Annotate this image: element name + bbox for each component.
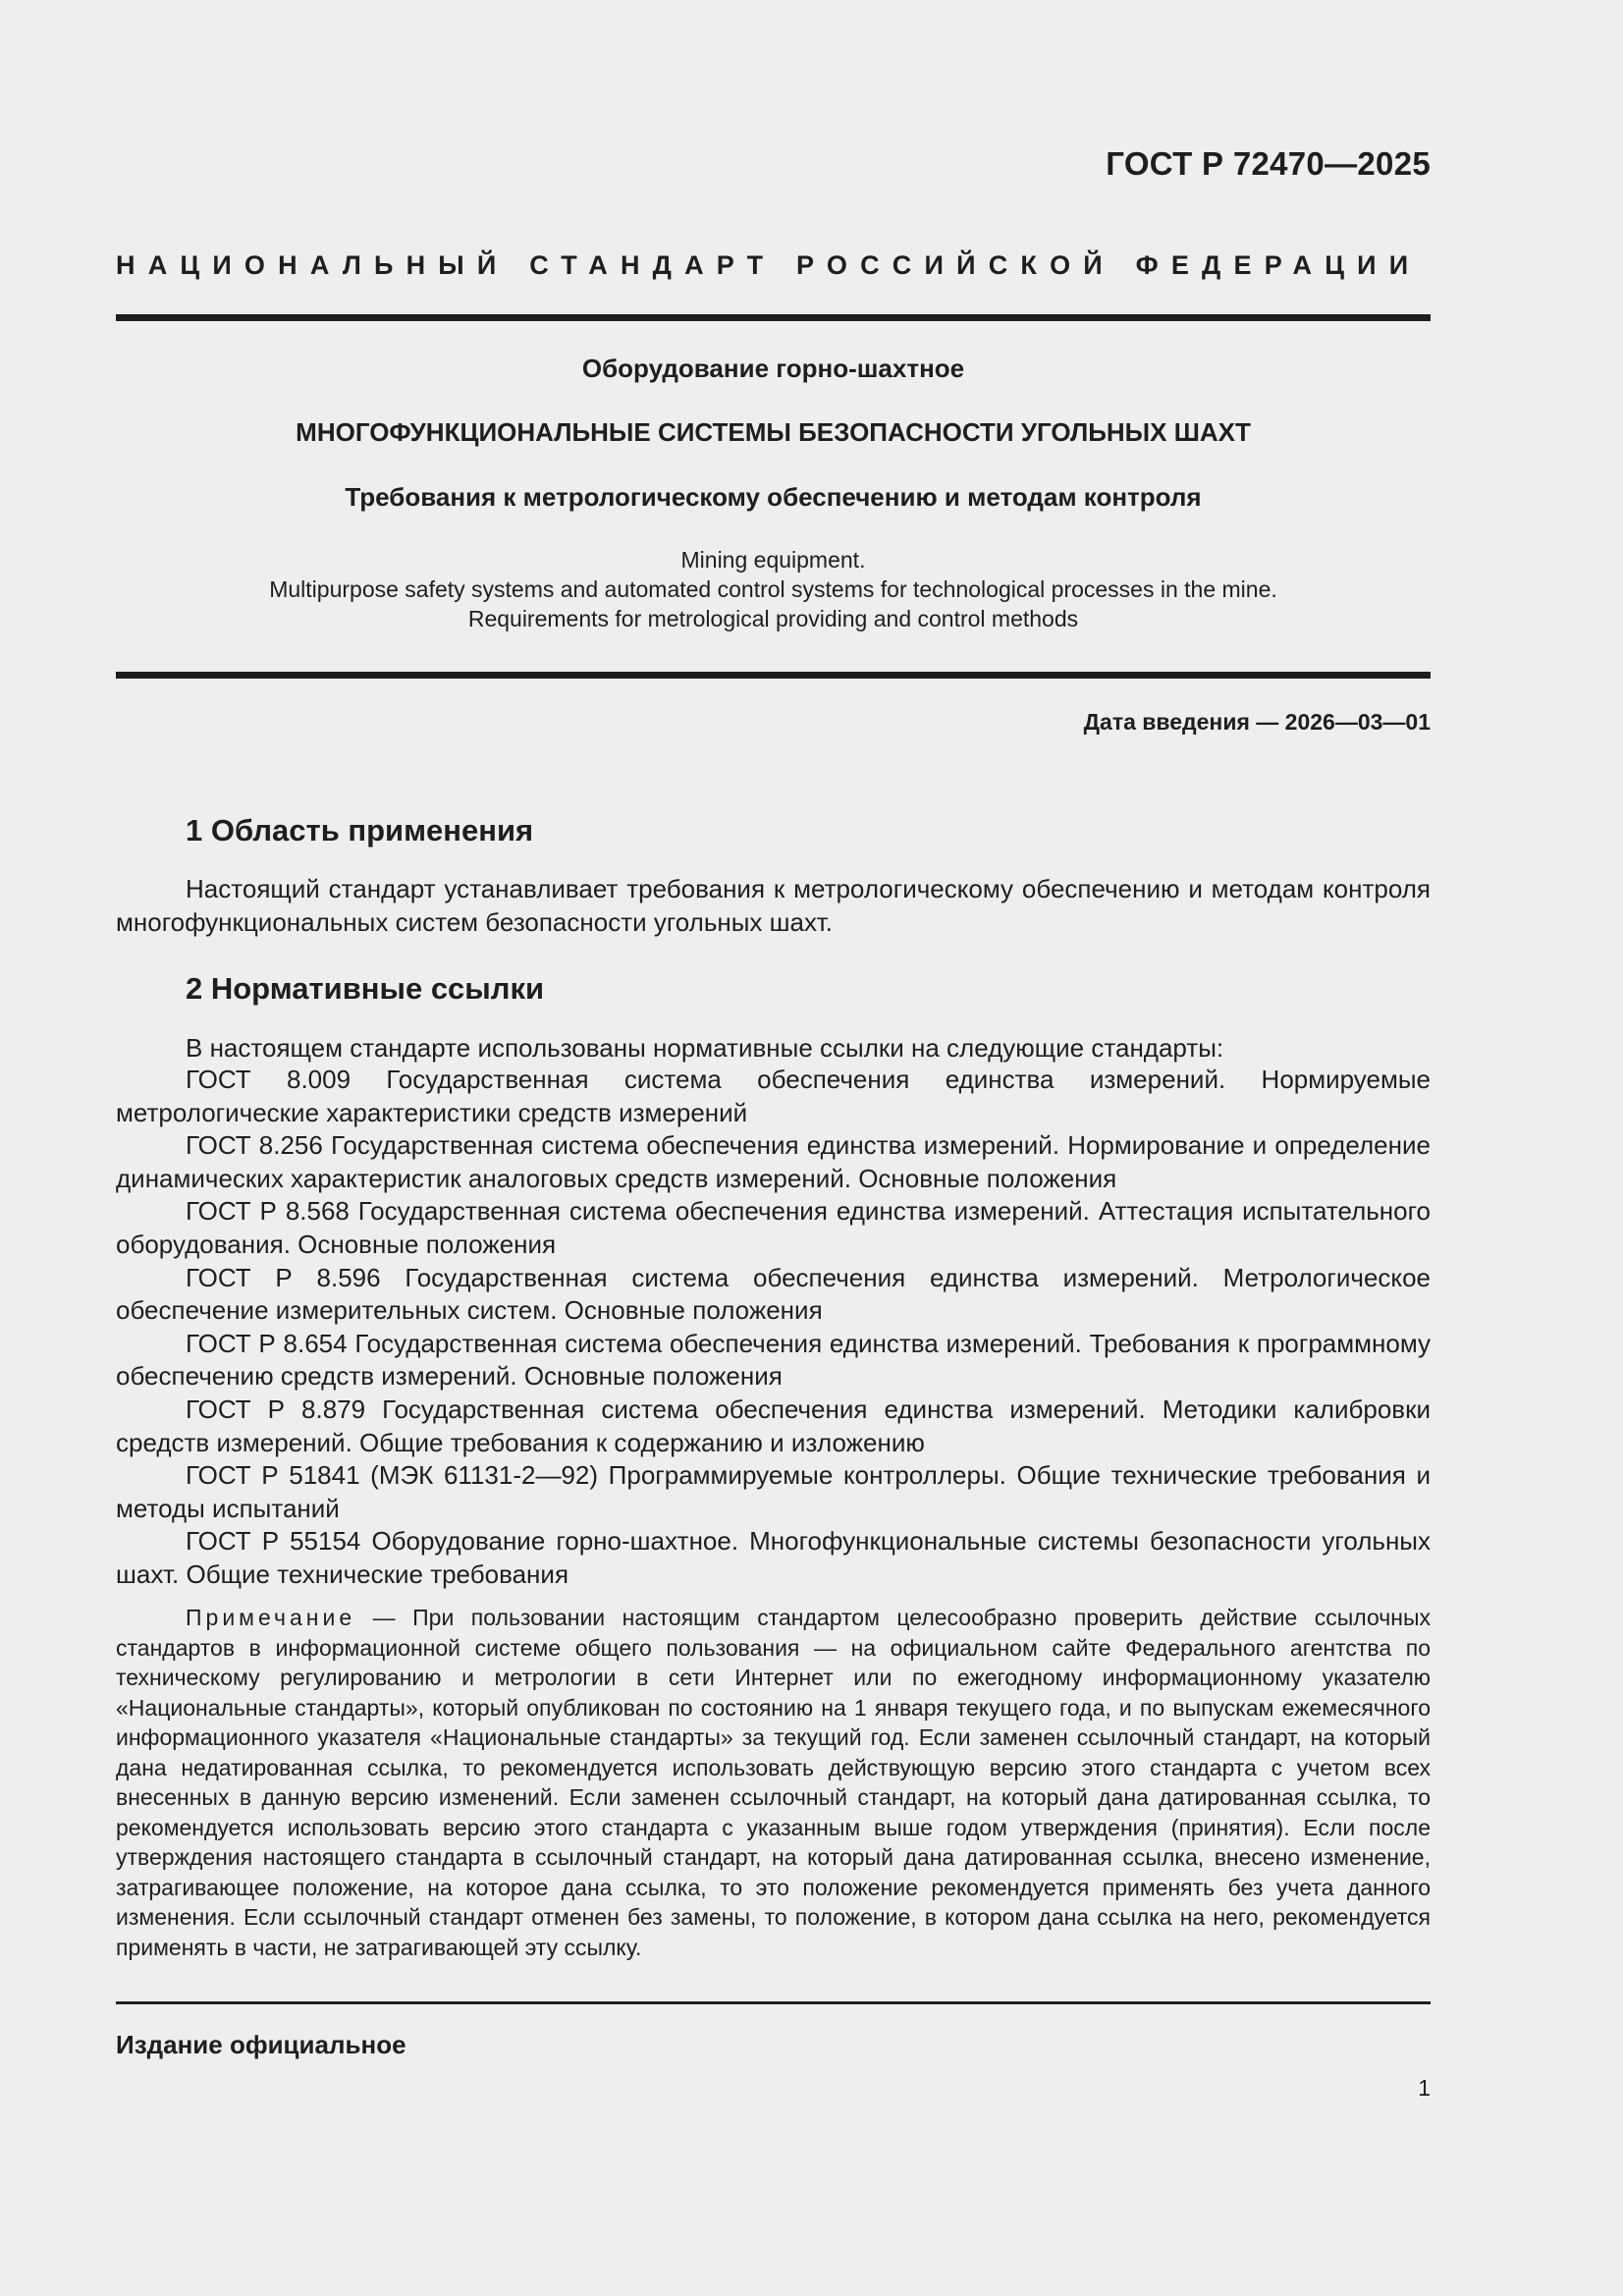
header-rule [116,314,1431,321]
normative-references-list [116,1064,1431,1592]
english-title [116,545,1431,633]
reference-item: ГОСТ 8.256 Государственная система обеспечения единства измерений. Нормирование и определение динамических характеристик аналоговых средств измерений. Основные положения [116,1130,1431,1193]
reference-item: ГОСТ Р 8.879 Государственная система обеспечения единства измерений. Методики калибровки средств измерений. Общие требования к содержанию и изложению [116,1394,1431,1457]
title-line-3: Требования к метрологическому обеспечению и методам контроля [345,482,1202,512]
page-number: 1 [1418,2075,1431,2101]
english-title-line-1: Mining equipment. [680,547,866,573]
reference-item: ГОСТ Р 55154 Оборудование горно-шахтное. Многофункциональные системы безопасности угольных шахт. Общие технические требования [116,1526,1431,1589]
note-label: Примечание [186,1605,356,1630]
reference-item: ГОСТ Р 51841 (МЭК 61131-2—92) Программируемые контроллеры. Общие технические требования и методы испытаний [116,1460,1431,1523]
title-line-1: Оборудование горно-шахтное [581,354,965,383]
national-standard-title: НАЦИОНАЛЬНЫЙ СТАНДАРТ РОССИЙСКОЙ ФЕДЕРАЦИИ [116,250,1422,280]
references-note [116,1603,1431,1962]
reference-item: ГОСТ Р 8.654 Государственная система обеспечения единства измерений. Требования к программному обеспечению средств измерений. Основные положения [116,1328,1431,1392]
title-rule [116,672,1431,679]
reference-item: ГОСТ Р 8.568 Государственная система обеспечения единства измерений. Аттестация испытательного оборудования. Основные положения [116,1196,1431,1259]
reference-item: ГОСТ Р 8.596 Государственная система обеспечения единства измерений. Метрологическое обеспечение измерительных систем. Основные положения [116,1262,1431,1326]
title-line-2: МНОГОФУНКЦИОНАЛЬНЫЕ СИСТЕМЫ БЕЗОПАСНОСТИ УГОЛЬНЫХ ШАХТ [296,417,1251,447]
introduction-date: Дата введения — 2026—03—01 [1083,709,1431,735]
section-1-heading: 1 Область применения [186,813,534,847]
document-code: ГОСТ Р 72470—2025 [1106,145,1431,182]
footer-rule [116,2001,1431,2004]
reference-item: ГОСТ 8.009 Государственная система обеспечения единства измерений. Нормируемые метрологические характеристики средств измерений [116,1065,1431,1127]
english-title-line-2: Multipurpose safety systems and automated control systems for technological processes in the mine. [269,576,1277,602]
section-1-text: Настоящий стандарт устанавливает требования к метрологическому обеспечению и методам контроля многофункциональных систем безопасности угольных шахт. [116,874,1431,937]
section-2-intro: В настоящем стандарте использованы нормативные ссылки на следующие стандарты: [186,1033,1224,1063]
section-2-heading: 2 Нормативные ссылки [186,971,545,1006]
note-text: — При пользовании настоящим стандартом целесообразно проверить действие ссылочных стандартов в информационной системе общего пользования — на официальном сайте Федерального агентства по техническому регулированию и метрологии в сети Интернет или по ежегодному информационному указателю «Национальные стандарты», который опубликован по состоянию на 1 января текущего года, и по выпускам ежемесячного информационного указателя «Национальные стандарты» за текущий год. Если заменен ссылочный стандарт, на который дана недатированная ссылка, то рекомендуется использовать действующую версию этого стандарта с учетом всех внесенных в данную версию изменений. Если заменен ссылочный стандарт, на который дана датированная ссылка, то рекомендуется использовать версию этого стандарта с указанным выше годом утверждения (принятия). Если после утверждения настоящего стандарта в ссылочный стандарт, на который дана датированная ссылка, внесено изменение, затрагивающее положение, на которое дана ссылка, то это положение рекомендуется применять без учета данного изменения. Если ссылочный стандарт отменен без замены, то положение, в котором дана ссылка на него, рекомендуется применять в части, не затрагивающей эту ссылку. [116,1605,1431,1960]
official-edition-label: Издание официальное [116,2030,406,2059]
english-title-line-3: Requirements for metrological providing and control methods [467,606,1079,631]
